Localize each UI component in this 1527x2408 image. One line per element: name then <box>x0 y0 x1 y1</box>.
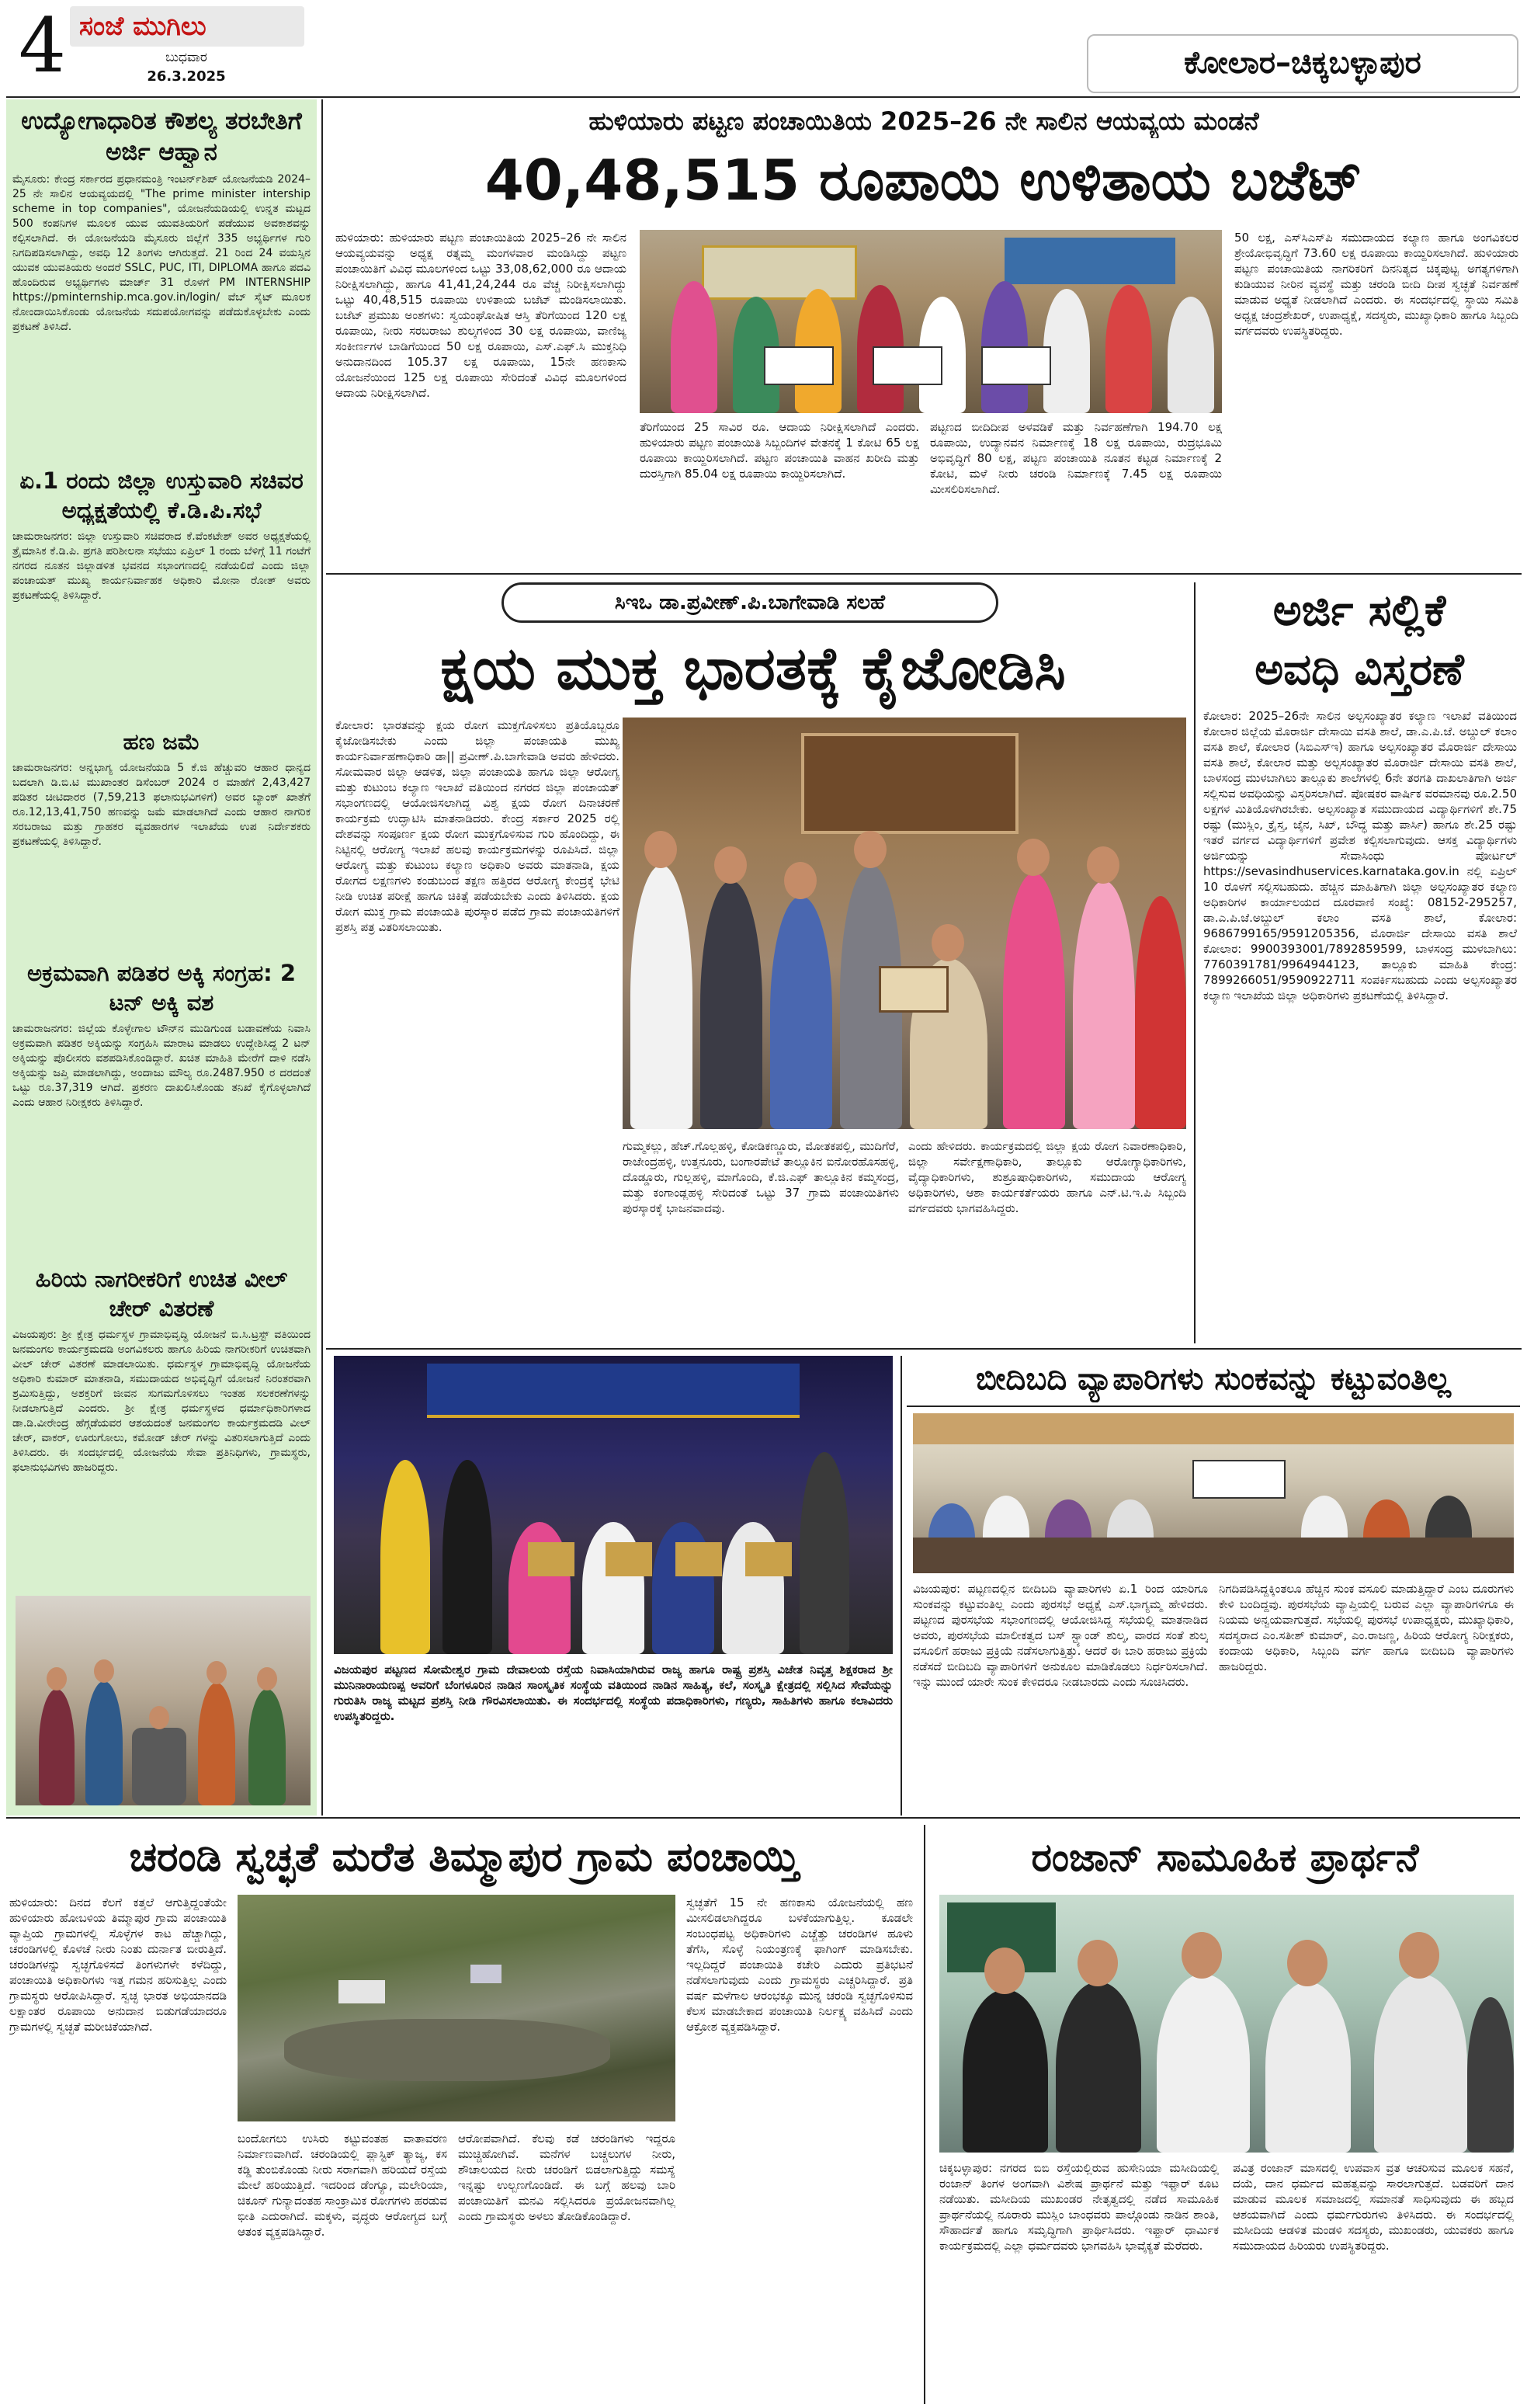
paper-logo <box>70 6 304 47</box>
issue-date: 26.3.2025 <box>147 68 226 85</box>
masthead-rule <box>6 96 1520 98</box>
awards-caption: ವಿಜಯಪುರ ಪಟ್ಟಣದ ಸೋಮೇಶ್ವರ ಗ್ರಾಮ ದೇವಾಲಯ ರಸ್ತೆಯ ನಿವಾಸಿಯಾಗಿರುವ ರಾಜ್ಯ ಹಾಗೂ ರಾಷ್ಟ್ರ ಪ್ರಶಸ್ತಿ ವಿಜೇತ ನಿವೃತ್ತ ಶಿಕ್ಷಕರಾದ ಶ್ರೀ ಮುನಿನಾರಾಯಣಪ್ಪ ಅವರಿಗೆ ಬೆಂಗಳೂರಿನ ನಾಡಿನ ಸಾಂಸ್ಕೃತಿಕ ಸಂಸ್ಥೆಯ ವತಿಯಿಂದ ನಾಡಿನ ಸಾಹಿತ್ಯ, ಕಲೆ, ಸಂಸ್ಕೃತಿ ಕ್ಷೇತ್ರದಲ್ಲಿ ಸಲ್ಲಿಸಿದ ಸೇವೆಯನ್ನು ಗುರುತಿಸಿ ರಾಜ್ಯ ಮಟ್ಟದ ಪ್ರಶಸ್ತಿ ನೀಡಿ ಗೌರವಿಸಲಾಯಿತು. ಈ ಸಂದರ್ಭದಲ್ಲಿ ಸಂಸ್ಥೆಯ ಪದಾಧಿಕಾರಿಗಳು, ಗಣ್ಯರು, ಸಾಹಿತಿಗಳು ಹಾಗೂ ಕಲಾವಿದರು ಉಪಸ್ಥಿತರಿದ್ದರು. <box>334 1663 893 1723</box>
tb-side-rule <box>1194 582 1196 1343</box>
awards-rule <box>901 1356 902 1816</box>
tb-body-mid2: ಎಂದು ಹೇಳಿದರು. ಕಾರ್ಯಕ್ರಮದಲ್ಲಿ ಜಿಲ್ಲಾ ಕ್ಷಯ ರೋಗ ನಿವಾರಣಾಧಿಕಾರಿ, ಜಿಲ್ಲಾ ಸರ್ವೇಕ್ಷಣಾಧಿಕಾರಿ, ತಾಲ್ಲೂಕು ಆರೋಗ್ಯಾಧಿಕಾರಿಗಳು, ವೈದ್ಯಾಧಿಕಾರಿಗಳು, ಶುಶ್ರೂಷಾಧಿಕಾರಿಗಳು, ಸಮುದಾಯ ಆರೋಗ್ಯ ಅಧಿಕಾರಿಗಳು, ಆಶಾ ಕಾರ್ಯಕರ್ತೆಯರು ಹಾಗೂ ಎನ್.ಟಿ.ಇ.ಪಿ ಸಿಬ್ಬಂದಿ ವರ್ಗದವರು ಭಾಗವಹಿಸಿದ್ದರು. <box>908 1139 1186 1215</box>
region-banner <box>1087 34 1518 93</box>
ramzan-body-left: ಚಿಕ್ಕಬಳ್ಳಾಪುರ: ನಗರದ ಬಿಬಿ ರಸ್ತೆಯಲ್ಲಿರುವ ಹುಸೇನಿಯಾ ಮಸೀದಿಯಲ್ಲಿ ರಂಜಾನ್ ತಿಂಗಳ ಅಂಗವಾಗಿ ವಿಶೇಷ ಪ್ರಾರ್ಥನೆ ಮತ್ತು ಇಫ್ತಾರ್ ಕೂಟ ನಡೆಯಿತು. ಮಸೀದಿಯ ಮುಖಂಡರ ನೇತೃತ್ವದಲ್ಲಿ ನಡೆದ ಸಾಮೂಹಿಕ ಪ್ರಾರ್ಥನೆಯಲ್ಲಿ ನೂರಾರು ಮುಸ್ಲಿಂ ಬಾಂಧವರು ಪಾಲ್ಗೊಂಡು ನಾಡಿನ ಶಾಂತಿ, ಸೌಹಾರ್ದತೆ ಹಾಗೂ ಸಮೃದ್ಧಿಗಾಗಿ ಪ್ರಾರ್ಥಿಸಿದರು. ಇಫ್ತಾರ್ ಧಾರ್ಮಿಕ ಕಾರ್ಯಕ್ರಮದಲ್ಲಿ ಎಲ್ಲಾ ಧರ್ಮದವರು ಭಾಗವಹಿಸಿ ಭಾವೈಕ್ಯತೆ ಮೆರೆದರು. <box>939 2161 1219 2253</box>
a4-title: ಅಕ್ರಮವಾಗಿ ಪಡಿತರ ಅಕ್ಕಿ ಸಂಗ್ರಹ: 2 ಟನ್ ಅಕ್ಕಿ ವಶ <box>26 960 297 1016</box>
vendors-body-right: ನಿಗದಿಪಡಿಸಿದ್ದಕ್ಕಿಂತಲೂ ಹೆಚ್ಚಿನ ಸುಂಕ ವಸೂಲಿ ಮಾಡುತ್ತಿದ್ದಾರೆ ಎಂಬ ದೂರುಗಳು ಕೇಳಿ ಬಂದಿದ್ದವು. ಪುರಸಭೆಯ ವ್ಯಾಪ್ತಿಯಲ್ಲಿ ಬರುವ ಎಲ್ಲಾ ವ್ಯಾಪಾರಿಗಳಿಗೂ ಈ ನಿಯಮ ಅನ್ವಯವಾಗುತ್ತದೆ. ಸಭೆಯಲ್ಲಿ ಪುರಸಭೆ ಉಪಾಧ್ಯಕ್ಷರು, ಮುಖ್ಯಾಧಿಕಾರಿ, ಸದಸ್ಯರಾದ ಎಂ.ಸತೀಶ್ ಕುಮಾರ್, ಎಂ.ರಾಜಣ್ಣ, ಹಿರಿಯ ಆರೋಗ್ಯ ನಿರೀಕ್ಷಕರು, ಕಂದಾಯ ಅಧಿಕಾರಿ, ಸಿಬ್ಬಂದಿ ವರ್ಗ ಹಾಗೂ ಬೀದಿಬದಿ ವ್ಯಾಪಾರಿಗಳು ಹಾಜರಿದ್ದರು. <box>1219 1582 1514 1673</box>
budget-kicker: ಹುಳಿಯಾರು ಪಟ್ಟಣ ಪಂಚಾಯಿತಿಯ 2025–26 ನೇ ಸಾಲಿನ ಆಯವ್ಯಯ ಮಂಡನೆ <box>588 106 1259 136</box>
a2-body: ಚಾಮರಾಜನಗರ: ಜಿಲ್ಲಾ ಉಸ್ತುವಾರಿ ಸಚಿವರಾದ ಕೆ.ವೆಂಕಟೇಶ್ ಅವರ ಅಧ್ಯಕ್ಷತೆಯಲ್ಲಿ ತ್ರೈಮಾಸಿಕ ಕೆ.ಡಿ.ಪಿ. ಪ್ರಗತಿ ಪರಿಶೀಲನಾ ಸಭೆಯು ಏಪ್ರಿಲ್ 1 ರಂದು ಬೆಳಿಗ್ಗೆ 11 ಗಂಟೆಗೆ ನಗರದ ನೂತನ ಜಿಲ್ಲಾಡಳಿತ ಭವನದ ಸಭಾಂಗಣದಲ್ಲಿ ನಡೆಯಲಿದೆ ಎಂದು ಜಿಲ್ಲಾ ಪಂಚಾಯತ್ ಮುಖ್ಯ ಕಾರ್ಯನಿರ್ವಾಹಕ ಅಧಿಕಾರಿ ಮೋನಾ ರೋತ್ ಅವರು ಪ್ರಕಟಣೆಯಲ್ಲಿ ತಿಳಿಸಿದ್ದಾರೆ. <box>12 530 311 602</box>
budget-body-mid: ತೆರಿಗೆಯಿಂದ 25 ಸಾವಿರ ರೂ. ಆದಾಯ ನಿರೀಕ್ಷಿಸಲಾಗಿದೆ ಎಂದರು. ಹುಳಿಯಾರು ಪಟ್ಟಣ ಪಂಚಾಯಿತಿ ಸಿಬ್ಬಂದಿಗಳ ವೇತನಕ್ಕೆ 1 ಕೋಟಿ 65 ಲಕ್ಷ ರೂಪಾಯಿ ಕಾಯ್ದಿರಿಸಲಾಗಿದೆ. ಪಟ್ಟಣ ಪಂಚಾಯಿತಿ ವಾಹನ ಖರೀದಿ ಮತ್ತು ದುರಸ್ತಿಗಾಗಿ 85.04 ಲಕ್ಷ ರೂಪಾಯಿ ಕಾಯ್ದಿರಿಸಲಾಗಿದೆ. <box>640 420 919 481</box>
column-rule <box>321 99 323 1816</box>
ramzan-body-right: ಪವಿತ್ರ ರಂಜಾನ್ ಮಾಸದಲ್ಲಿ ಉಪವಾಸ ವ್ರತ ಆಚರಿಸುವ ಮೂಲಕ ಸಹನೆ, ದಯೆ, ದಾನ ಧರ್ಮದ ಮಹತ್ವವನ್ನು ಸಾರಲಾಗುತ್ತದೆ. ಬಡವರಿಗೆ ದಾನ ಮಾಡುವ ಮೂಲಕ ಸಮಾಜದಲ್ಲಿ ಸಮಾನತೆ ಸಾಧಿಸುವುದು ಈ ಹಬ್ಬದ ಆಶಯವಾಗಿದೆ ಎಂದು ಧರ್ಮಗುರುಗಳು ತಿಳಿಸಿದರು. ಈ ಸಂದರ್ಭದಲ್ಲಿ ಮಸೀದಿಯ ಆಡಳಿತ ಮಂಡಳಿ ಸದಸ್ಯರು, ಮುಖಂಡರು, ಯುವಕರು ಹಾಗೂ ಸಮುದಾಯದ ಹಿರಿಯರು ಉಪಸ್ಥಿತರಿದ್ದರು. <box>1233 2161 1514 2253</box>
sanitation-body-mid: ಬಂದೋಗಲು ಉಸಿರು ಕಟ್ಟುವಂತಹ ವಾತಾವರಣ ನಿರ್ಮಾಣವಾಗಿದೆ. ಚರಂಡಿಯಲ್ಲಿ ಪ್ಲಾಸ್ಟಿಕ್ ತ್ಯಾಜ್ಯ, ಕಸ ಕಡ್ಡಿ ತುಂಬಿಕೊಂಡು ನೀರು ಸರಾಗವಾಗಿ ಹರಿಯದೆ ರಸ್ತೆಯ ಮೇಲೆ ಹರಿಯುತ್ತಿದೆ. ಇದರಿಂದ ಡೆಂಗ್ಯೂ, ಮಲೇರಿಯಾ, ಚಿಕೂನ್ ಗುನ್ಯಾದಂತಹ ಸಾಂಕ್ರಾಮಿಕ ರೋಗಗಳು ಹರಡುವ ಭೀತಿ ಎದುರಾಗಿದೆ. ಮಕ್ಕಳು, ವೃದ್ಧರು ಆರೋಗ್ಯದ ಬಗ್ಗೆ ಆತಂಕ ವ್ಯಕ್ತಪಡಿಸಿದ್ದಾರೆ. <box>238 2132 447 2239</box>
budget-body-right: 50 ಲಕ್ಷ, ಎಸ್‌ಸಿಎಸ್‌ಪಿ ಸಮುದಾಯದ ಕಲ್ಯಾಣ ಹಾಗೂ ಅಂಗವಿಕಲರ ಶ್ರೇಯೋಭಿವೃದ್ಧಿಗೆ 73.60 ಲಕ್ಷ ರೂಪಾಯಿ ಕಾಯ್ದಿರಿಸಲಾಗಿದೆ. ಹುಳಿಯಾರು ಪಟ್ಟಣ ಪಂಚಾಯಿತಿಯ ನಾಗರಿಕರಿಗೆ ದಿನನಿತ್ಯದ ಚಿಕ್ಕಪುಟ್ಟ ಅಗತ್ಯಗಳಿಗಾಗಿ ಕುಡಿಯುವ ನೀರಿನ ವ್ಯವಸ್ಥೆ ಮತ್ತು ಚರಂಡಿ ಬೀದಿ ದೀಪ ಸ್ವಚ್ಛತೆ ನಿರ್ವಹಣೆ ಮಾಡುವ ಅಧ್ಯತೆ ನೀಡಲಾಗಿದೆ ಎಂದರು. ಈ ಸಂದರ್ಭದಲ್ಲಿ ಸ್ಥಾಯಿ ಸಮಿತಿ ಅಧ್ಯಕ್ಷ ಚಂದ್ರಶೇಖರ್, ಉಪಾಧ್ಯಕ್ಷೆ, ಸದಸ್ಯರು, ಮುಖ್ಯಾಧಿಕಾರಿ ಹಾಗೂ ಸಿಬ್ಬಂದಿ ವರ್ಗದವರು ಉಪಸ್ಥಿತರಿದ್ದರು. <box>1234 231 1518 338</box>
paper-name: ಸಂಜೆ ಮುಗಿಲು <box>79 11 206 42</box>
tb-body-mid1: ಗುಮ್ಮಕಲ್ಲು, ಹೆಚ್.ಗೊಲ್ಲಹಳ್ಳಿ, ಕೋಡಿಕಣ್ಣೂರು, ಮೋತಕಪಲ್ಲಿ, ಮುದಿಗೆರೆ, ರಾಜೇಂದ್ರಹಳ್ಳಿ, ಉತ್ತನೂರು, ಬಂಗಾರಪೇಟೆ ತಾಲ್ಲೂಕಿನ ಐನೋರಹೊಸಹಳ್ಳಿ, ದೊಡ್ಡೂರು, ಗುಲ್ಲಹಳ್ಳಿ, ಮಾಗೊಂದಿ, ಕೆ.ಜಿ.ಎಫ್ ತಾಲ್ಲೂಕಿನ ಕಮ್ಮಸಂದ್ರ, ಮತ್ತು ಕಂಗಾಂಡ್ಲಹಳ್ಳಿ ಸೇರಿದಂತೆ ಒಟ್ಟು 37 ಗ್ರಾಮ ಪಂಚಾಯಿತಿಗಳು ಪುರಸ್ಕಾರಕ್ಕೆ ಭಾಜನವಾದವು. <box>623 1139 899 1215</box>
issue-day: ಬುಧವಾರ <box>165 50 207 65</box>
a1-body: ಮೈಸೂರು: ಕೇಂದ್ರ ಸರ್ಕಾರದ ಪ್ರಧಾನಮಂತ್ರಿ ಇಂಟರ್ನ್‌ಶಿಪ್ ಯೋಜನೆಯಡಿ 2024–25 ನೇ ಸಾಲಿನ ಆಯವ್ಯಯದಲ್ಲಿ "The prime minister intership scheme in top companies", ಯೋಜನೆಯಡಿಯಲ್ಲಿ ಉನ್ನತ ಮಟ್ಟದ 500 ಕಂಪನಿಗಳ ಮೂಲಕ ಯುವ ಯುವತಿಯರಿಗೆ ಪಡೆಯುವ ಅವಕಾಶವನ್ನು ಕಲ್ಪಿಸಲಾಗಿದೆ. ಈ ಯೋಜನೆಯಡಿ ಮೈಸೂರು ಜಿಲ್ಲೆಗೆ 335 ಅಭ್ಯರ್ಥಿಗಳ ಗುರಿ ನಿಗದಿಪಡಿಸಲಾಗಿದ್ದು, ಅವಧಿ 12 ತಿಂಗಳು ಆಗಿರುತ್ತದೆ. 21 ರಿಂದ 24 ವಯಸ್ಸಿನ ಯುವಕ ಯುವತಿಯರು ಅಂದರೆ SSLC, PUC, ITI, DIPLOMA ಹಾಗೂ ಪದವಿ ಹೊಂದಿರುವ ಅಭ್ಯರ್ಥಿಗಳು ಮಾರ್ಚ್ 31 ರೊಳಗೆ PM INTERNSHIP https://pminternship.mca.gov.in/login/ ವೆಬ್ ಸೈಟ್ ಮೂಲಕ ನೋಂದಾಯಿಸಿಕೊಂಡು ಯೋಜನೆಯ ಸದುಪಯೋಗವನ್ನು ಪಡೆದುಕೊಳ್ಳಬೇಕು ಎಂದು ಪ್ರಕಟಣೆ ತಿಳಿಸಿದೆ. <box>12 173 311 333</box>
page-number: 4 <box>19 2 67 89</box>
vendors-photo <box>913 1413 1514 1573</box>
awards-photo <box>334 1356 893 1654</box>
a5-body: ವಿಜಯಪುರ: ಶ್ರೀ ಕ್ಷೇತ್ರ ಧರ್ಮಸ್ಥಳ ಗ್ರಾಮಾಭಿವೃದ್ಧಿ ಯೋಜನೆ ಬಿ.ಸಿ.ಟ್ರಸ್ಟ್ ವತಿಯಿಂದ ಜನಮಂಗಲ ಕಾರ್ಯಕ್ರಮದಡಿ ಅಂಗವಿಕಲರು ಹಾಗೂ ಹಿರಿಯ ನಾಗರೀಕರಿಗೆ ಉಚಿತವಾಗಿ ವೀಲ್ ಚೇರ್ ವಿತರಣೆ ಮಾಡಲಾಯಿತು. ಧರ್ಮಸ್ಥಳ ಗ್ರಾಮಾಭಿವೃದ್ಧಿ ಯೋಜನೆಯ ಅಧಿಕಾರಿ ಕುಮಾರ್ ಮಾತನಾಡಿ, ಸಮುದಾಯದ ಅಭಿವೃದ್ಧಿಗೆ ಯೋಜನೆ ನಿರಂತರವಾಗಿ ಶ್ರಮಿಸುತ್ತಿದ್ದು, ಅಶಕ್ತರಿಗೆ ಜೀವನ ಸುಗಮಗೊಳಿಸಲು ಇಂತಹ ಸಲಕರಣೆಗಳನ್ನು ನೀಡಲಾಗುತ್ತಿದೆ ಎಂದರು. ಶ್ರೀ ಕ್ಷೇತ್ರ ಧರ್ಮಸ್ಥಳದ ಧರ್ಮಾಧಿಕಾರಿಗಳಾದ ಡಾ.ಡಿ.ವೀರೇಂದ್ರ ಹೆಗ್ಗಡೆಯವರ ಆಶಯದಂತೆ ಜನಮಂಗಲ ಕಾರ್ಯಕ್ರಮದಡಿ ವೀಲ್ ಚೇರ್, ವಾಕರ್, ಊರುಗೋಲು, ಕಮೋಡ್ ಚೇರ್ ಗಳನ್ನು ವಿತರಿಸಲಾಗುತ್ತಿದೆ ಎಂದು ತಿಳಿಸಿದರು. ಈ ಸಂದರ್ಭದಲ್ಲಿ ಯೋಜನೆಯ ಸೇವಾ ಪ್ರತಿನಿಧಿಗಳು, ಗ್ರಾಮಸ್ಥರು, ಫಲಾನುಭವಿಗಳು ಹಾಜರಿದ್ದರು. <box>12 1329 311 1474</box>
a2-title: ಏ.1 ರಂದು ಜಿಲ್ಲಾ ಉಸ್ತುವಾರಿ ಸಚಿವರ ಅಧ್ಯಕ್ಷತೆಯಲ್ಲಿ ಕೆ.ಡಿ.ಪಿ.ಸಭೆ <box>19 467 304 523</box>
vendors-body-left: ವಿಜಯಪುರ: ಪಟ್ಟಣದಲ್ಲಿನ ಬೀದಿಬದಿ ವ್ಯಾಪಾರಿಗಳು ಏ.1 ರಿಂದ ಯಾರಿಗೂ ಸುಂಕವನ್ನು ಕಟ್ಟುವಂತಿಲ್ಲ ಎಂದು ಪುರಸಭೆ ಅಧ್ಯಕ್ಷೆ ಎಸ್.ಭಾಗ್ಯಮ್ಮ ಹೇಳಿದರು. ಪಟ್ಟಣದ ಪುರಸಭೆಯ ಸಭಾಂಗಣದಲ್ಲಿ ಆಯೋಜಿಸಿದ್ದ ಸಭೆಯಲ್ಲಿ ಮಾತನಾಡಿದ ಅವರು, ಪುರಸಭೆಯ ಮಾಲೀಕತ್ವದ ಬಸ್ ಸ್ಟ್ಯಾಂಡ್ ಶುಲ್ಕ, ವಾರದ ಸಂತೆ ಶುಲ್ಕ ವಸೂಲಿಗೆ ಹರಾಜು ಪ್ರಕ್ರಿಯೆ ನಡೆಸಲಾಗುತ್ತಿತ್ತು. ಆದರೆ ಈ ಬಾರಿ ಹರಾಜು ಪ್ರಕ್ರಿಯೆ ನಡೆಸದೆ ಬೀದಿಬದಿ ವ್ಯಾಪಾರಿಗಳಿಗೆ ಅನುಕೂಲ ಮಾಡಿಕೊಡಲು ನಿರ್ಧರಿಸಲಾಗಿದೆ. ಇನ್ನು ಮುಂದೆ ಯಾರೇ ಸುಂಕ ಕೇಳಿದರೂ ನೀಡಬಾರದು ಎಂದು ಸೂಚಿಸಿದರು. <box>913 1582 1208 1689</box>
a3-body: ಚಾಮರಾಜನಗರ: ಅನ್ನಭಾಗ್ಯ ಯೋಜನೆಯಡಿ 5 ಕೆ.ಜಿ ಹೆಚ್ಚುವರಿ ಆಹಾರ ಧಾನ್ಯದ ಬದಲಾಗಿ ಡಿ.ಬಿ.ಟಿ ಮುಖಾಂತರ ಡಿಸೆಂಬರ್ 2024 ರ ಮಾಹೆಗೆ 2,43,427 ಪಡಿತರ ಚೀಟಿದಾರರ (7,59,213 ಫಲಾನುಭವಿಗಳಿಗೆ) ಅವರ ಬ್ಯಾಂಕ್ ಖಾತೆಗೆ ರೂ.12,13,41,750 ಹಣವನ್ನು ಜಮೆ ಮಾಡಲಾಗಿದೆ ಎಂದು ಆಹಾರ ನಾಗರಿಕ ಸರಬರಾಜು ಮತ್ತು ಗ್ರಾಹಕರ ವ್ಯವಹಾರಗಳ ಇಲಾಖೆಯ ಉಪ ನಿರ್ದೇಶಕರು ಪ್ರಕಟಣೆಯಲ್ಲಿ ತಿಳಿಸಿದ್ದಾರೆ. <box>12 762 311 848</box>
tb-headline: ಕ್ಷಯ ಮುಕ್ತ ಭಾರತಕ್ಕೆ ಕೈಜೋಡಿಸಿ <box>440 634 1066 703</box>
masthead <box>0 0 1527 98</box>
budget-body-mid2: ಪಟ್ಟಣದ ಬೀದಿದೀಪ ಅಳವಡಿಕೆ ಮತ್ತು ನಿರ್ವಹಣೆಗಾಗಿ 194.70 ಲಕ್ಷ ರೂಪಾಯಿ, ಉದ್ಯಾನವನ ನಿರ್ಮಾಣಕ್ಕೆ 18 ಲಕ್ಷ ರೂಪಾಯಿ, ರುದ್ರಭೂಮಿ ಅಭಿವೃದ್ಧಿಗೆ 80 ಲಕ್ಷ, ಪಟ್ಟಣ ಪಂಚಾಯಿತಿ ನೂತನ ಕಟ್ಟಡ ನಿರ್ಮಾಣಕ್ಕೆ 2 ಕೋಟಿ, ಮಳೆ ನೀರು ಚರಂಡಿ ನಿರ್ಮಾಣಕ್ಕೆ 7.45 ಲಕ್ಷ ರೂಪಾಯಿ ಮೀಸಲಿರಿಸಲಾಗಿದೆ. <box>930 420 1222 496</box>
budget-headline: 40,48,515 ರೂಪಾಯಿ ಉಳಿತಾಯ ಬಜೆಟ್ <box>484 148 1363 213</box>
middle-bottom-rule <box>6 1817 1520 1819</box>
ramzan-photo <box>939 1895 1514 2153</box>
deadline-headline-1: ಅರ್ಜಿ ಸಲ್ಲಿಕೆ <box>1272 585 1446 636</box>
tb-kicker: ಸಿಇಒ ಡಾ.ಪ್ರವೀಣ್.ಪಿ.ಬಾಗೇವಾಡಿ ಸಲಹೆ <box>614 591 886 614</box>
left-column <box>6 99 317 1816</box>
bottom-divider <box>924 1825 925 2404</box>
a5-title: ಹಿರಿಯ ನಾಗರೀಕರಿಗೆ ಉಚಿತ ವೀಲ್ ಚೇರ್ ವಿತರಣೆ <box>35 1266 288 1322</box>
ramzan-headline: ರಂಜಾನ್ ಸಾಮೂಹಿಕ ಪ್ರಾರ್ಥನೆ <box>1031 1835 1419 1880</box>
wheelchair-photo <box>16 1596 311 1805</box>
budget-photo <box>640 230 1222 413</box>
sanitation-photo <box>238 1895 675 2121</box>
deadline-headline-2: ಅವಧಿ ವಿಸ್ತರಣೆ <box>1255 645 1464 695</box>
vendors-rule <box>907 1406 1520 1407</box>
vendors-headline: ಬೀದಿಬದಿ ವ್ಯಾಪಾರಿಗಳು ಸುಂಕವನ್ನು ಕಟ್ಟುವಂತಿಲ್ಲ <box>976 1361 1451 1397</box>
a4-body: ಚಾಮರಾಜನಗರ: ಜಿಲ್ಲೆಯ ಕೊಳ್ಳೇಗಾಲ ಟೌನ್‌ನ ಮುಡಿಗುಂಡ ಬಡಾವಣೆಯ ನಿವಾಸಿ ಅಕ್ರಮವಾಗಿ ಪಡಿತರ ಅಕ್ಕಿಯನ್ನು ಸಂಗ್ರಹಿಸಿ ಮಾರಾಟ ಮಾಡಲು ಉದ್ದೇಶಿಸಿದ್ದ 2 ಟನ್ ಅಕ್ಕಿಯನ್ನು ಪೊಲೀಸರು ವಶಪಡಿಸಿಕೊಂಡಿದ್ದಾರೆ. ಖಚಿತ ಮಾಹಿತಿ ಮೇರೆಗೆ ದಾಳಿ ನಡೆಸಿ ಅಕ್ಕಿಯನ್ನು ಜಪ್ತಿ ಮಾಡಲಾಗಿದ್ದು, ಅಂದಾಜು ಮೌಲ್ಯ ರೂ.2487.950 ರ ದರದಂತೆ ಒಟ್ಟು ರೂ.37,319 ಆಗಿದೆ. ಪ್ರಕರಣ ದಾಖಲಿಸಿಕೊಂಡು ತನಿಖೆ ಕೈಗೊಳ್ಳಲಾಗಿದೆ ಎಂದು ಆಹಾರ ನಿರೀಕ್ಷಕರು ತಿಳಿಸಿದ್ದಾರೆ. <box>12 1023 311 1109</box>
region-label: ಕೋಲಾರ–ಚಿಕ್ಕಬಳ್ಳಾಪುರ <box>1184 45 1421 81</box>
sanitation-body-right: ಸ್ವಚ್ಛತೆಗೆ 15 ನೇ ಹಣಕಾಸು ಯೋಜನೆಯಲ್ಲಿ ಹಣ ಮೀಸಲಿಡಲಾಗಿದ್ದರೂ ಬಳಕೆಯಾಗುತ್ತಿಲ್ಲ. ಕೂಡಲೇ ಸಂಬಂಧಪಟ್ಟ ಅಧಿಕಾರಿಗಳು ಎಚ್ಚೆತ್ತು ಚರಂಡಿಗಳ ಹೂಳು ತೆಗೆಸಿ, ಸೊಳ್ಳೆ ನಿಯಂತ್ರಣಕ್ಕೆ ಫಾಗಿಂಗ್ ಮಾಡಿಸಬೇಕು. ಇಲ್ಲದಿದ್ದರೆ ಪಂಚಾಯಿತಿ ಕಚೇರಿ ಎದುರು ಪ್ರತಿಭಟನೆ ನಡೆಸಲಾಗುವುದು ಎಂದು ಗ್ರಾಮಸ್ಥರು ಎಚ್ಚರಿಸಿದ್ದಾರೆ. ಪ್ರತಿ ವರ್ಷ ಮಳೆಗಾಲ ಆರಂಭಕ್ಕೂ ಮುನ್ನ ಚರಂಡಿ ಸ್ವಚ್ಛಗೊಳಿಸುವ ಕೆಲಸ ಮಾಡಬೇಕಾದ ಪಂಚಾಯಿತಿ ನಿರ್ಲಕ್ಷ್ಯ ವಹಿಸಿದೆ ಎಂದು ಆಕ್ರೋಶ ವ್ಯಕ್ತಪಡಿಸಿದ್ದಾರೆ. <box>686 1895 913 2034</box>
tb-body-left: ಕೋಲಾರ: ಭಾರತವನ್ನು ಕ್ಷಯ ರೋಗ ಮುಕ್ತಗೊಳಿಸಲು ಪ್ರತಿಯೊಬ್ಬರೂ ಕೈಜೋಡಿಸಬೇಕು ಎಂದು ಜಿಲ್ಲಾ ಪಂಚಾಯತಿ ಮುಖ್ಯ ಕಾರ್ಯನಿರ್ವಾಹಣಾಧಿಕಾರಿ ಡಾ|| ಪ್ರವೀಣ್.ಪಿ.ಬಾಗೇವಾಡಿ ಅವರು ಹೇಳಿದರು. ಸೋಮವಾರ ಜಿಲ್ಲಾ ಆಡಳಿತ, ಜಿಲ್ಲಾ ಪಂಚಾಯತಿ ಹಾಗೂ ಜಿಲ್ಲಾ ಆರೋಗ್ಯ ಮತ್ತು ಕುಟುಂಬ ಕಲ್ಯಾಣ ಇಲಾಖೆ ವತಿಯಿಂದ ನಗರದ ಜಿಲ್ಲಾ ಪಂಚಾಯತ್ ಸಭಾಂಗಣದಲ್ಲಿ ಆಯೋಜಿಸಲಾಗಿದ್ದ ವಿಶ್ವ ಕ್ಷಯ ರೋಗ ದಿನಾಚರಣೆ ಕಾರ್ಯಕ್ರಮ ಉದ್ಘಾಟಿಸಿ ಮಾತನಾಡಿದರು. ಕೇಂದ್ರ ಸರ್ಕಾರ 2025 ರಲ್ಲಿ ದೇಶವನ್ನು ಸಂಪೂರ್ಣ ಕ್ಷಯ ರೋಗ ಮುಕ್ತಗೊಳಿಸುವ ಗುರಿ ಹೊಂದಿದ್ದು, ಈ ನಿಟ್ಟಿನಲ್ಲಿ ಆರೋಗ್ಯ ಇಲಾಖೆ ಹಲವು ಕಾರ್ಯಕ್ರಮಗಳನ್ನು ರೂಪಿಸಿದೆ. ಜಿಲ್ಲಾ ಆರೋಗ್ಯ ಮತ್ತು ಕುಟುಂಬ ಕಲ್ಯಾಣ ಅಧಿಕಾರಿ ಅವರು ಮಾತನಾಡಿ, ಕ್ಷಯ ರೋಗದ ಲಕ್ಷಣಗಳು ಕಂಡುಬಂದ ತಕ್ಷಣ ಹತ್ತಿರದ ಆರೋಗ್ಯ ಕೇಂದ್ರಕ್ಕೆ ಭೇಟಿ ನೀಡಿ ಉಚಿತ ಪರೀಕ್ಷೆ ಹಾಗೂ ಚಿಕಿತ್ಸೆ ಪಡೆಯಬೇಕು ಎಂದು ತಿಳಿಸಿದರು. ಕ್ಷಯ ರೋಗ ಮುಕ್ತ ಗ್ರಾಮ ಪಂಚಾಯತಿ ಪುರಸ್ಕಾರ ಪಡೆದ ಗ್ರಾಮ ಪಂಚಾಯತಿಗಳಿಗೆ ಪ್ರಶಸ್ತಿ ಪತ್ರ ವಿತರಿಸಲಾಯಿತು. <box>335 718 619 934</box>
deadline-body: ಕೋಲಾರ: 2025–26ನೇ ಸಾಲಿನ ಅಲ್ಪಸಂಖ್ಯಾತರ ಕಲ್ಯಾಣ ಇಲಾಖೆ ವತಿಯಿಂದ ಕೋಲಾರ ಜಿಲ್ಲೆಯ ಮೊರಾರ್ಜಿ ದೇಸಾಯಿ ವಸತಿ ಶಾಲೆ, ಡಾ.ಎ.ಪಿ.ಜೆ. ಅಬ್ದುಲ್ ಕಲಾಂ ವಸತಿ ಶಾಲೆ, ಕೋಲಾರ (ಸಿಬಿಎಸ್‌ಇ) ಹಾಗೂ ಅಲ್ಪಸಂಖ್ಯಾತರ ಮೊರಾರ್ಜಿ ದೇಸಾಯಿ ವಸತಿ ಶಾಲೆ, ಕೋಲಾರ ಮತ್ತು ಅಲ್ಪಸಂಖ್ಯಾತರ ಮೊರಾರ್ಜಿ ದೇಸಾಯಿ ವಸತಿ ಶಾಲೆ, ಬಾಳಸಂದ್ರ ಮುಳಬಾಗಿಲು ತಾಲ್ಲೂಕು ಶಾಲೆಗಳಲ್ಲಿ 6ನೇ ತರಗತಿ ದಾಖಲಾತಿಗಾಗಿ ಅರ್ಜಿ ಸಲ್ಲಿಸುವ ಅವಧಿಯನ್ನು ವಿಸ್ತರಿಸಲಾಗಿದೆ. ಪೋಷಕರ ವಾರ್ಷಿಕ ವರಮಾನವು ರೂ.2.50 ಲಕ್ಷಗಳ ಮಿತಿಯೊಳಗಿರಬೇಕು. ಅಲ್ಪಸಂಖ್ಯಾತ ಸಮುದಾಯದ ವಿದ್ಯಾರ್ಥಿಗಳಿಗೆ ಶೇ.75 ರಷ್ಟು (ಮುಸ್ಲಿಂ, ಕ್ರೈಸ್ತ, ಜೈನ, ಸಿಖ್, ಬೌದ್ಧ ಮತ್ತು ಪಾರ್ಸಿ) ಹಾಗೂ ಶೇ.25 ರಷ್ಟು ಇತರೆ ವರ್ಗದ ವಿದ್ಯಾರ್ಥಿಗಳಿಗೆ ಪ್ರವೇಶ ಕಲ್ಪಿಸಲಾಗುವುದು. ಆಸಕ್ತ ವಿದ್ಯಾರ್ಥಿಗಳು ಅರ್ಜಿಯನ್ನು ಸೇವಾಸಿಂಧು ಪೋರ್ಟಲ್ https://sevasindhuservices.karnataka.gov.in ನಲ್ಲಿ ಏಪ್ರಿಲ್ 10 ರೊಳಗೆ ಸಲ್ಲಿಸಬಹುದು. ಹೆಚ್ಚಿನ ಮಾಹಿತಿಗಾಗಿ ಜಿಲ್ಲಾ ಅಲ್ಪಸಂಖ್ಯಾತರ ಕಲ್ಯಾಣ ಅಧಿಕಾರಿಗಳ ಕಾರ್ಯಾಲಯದ ದೂರವಾಣಿ ಸಂಖ್ಯೆ: 08152-295257, ಡಾ.ಎ.ಪಿ.ಜೆ.ಅಬ್ದುಲ್ ಕಲಾಂ ವಸತಿ ಶಾಲೆ, ಕೋಲಾರ: 9686799165/9591205356, ಮೊರಾರ್ಜಿ ದೇಸಾಯಿ ವಸತಿ ಶಾಲೆ ಕೋಲಾರ: 9900393001/7892859599, ಬಾಳಸಂದ್ರ ಮುಳಬಾಗಿಲು: 7760391781/9964944123, ತಾಲ್ಲೂಕು ಮಾಹಿತಿ ಕೇಂದ್ರ: 7899266051/9590922711 ಸಂಪರ್ಕಿಸಬಹುದು ಎಂದು ಅಲ್ಪಸಂಖ್ಯಾತರ ಕಲ್ಯಾಣ ಇಲಾಖೆಯ ಜಿಲ್ಲಾ ಅಧಿಕಾರಿಗಳು ಪ್ರಕಟಣೆಯಲ್ಲಿ ತಿಳಿಸಿದ್ದಾರೆ. <box>1203 709 1517 1002</box>
a1-title: ಉದ್ಯೋಗಾಧಾರಿತ ಕೌಶಲ್ಯ ತರಬೇತಿಗೆ ಅರ್ಜಿ ಆಹ್ವಾನ <box>21 107 302 166</box>
budget-body-left: ಹುಳಿಯಾರು: ಹುಳಿಯಾರು ಪಟ್ಟಣ ಪಂಚಾಯಿತಿಯ 2025–26 ನೇ ಸಾಲಿನ ಆಯವ್ಯಯವನ್ನು ಅಧ್ಯಕ್ಷ ರತ್ನಮ್ಮ ಮಂಗಳವಾರ ಮಂಡಿಸಿದ್ದು ಪಟ್ಟಣ ಪಂಚಾಯಿತಿಗೆ ವಿವಿಧ ಮೂಲಗಳಿಂದ ಒಟ್ಟು 33,08,62,000 ರೂ ಆದಾಯ ನಿರೀಕ್ಷಿಸಲಾಗಿದ್ದು, ಹಾಗೂ 41,41,24,244 ರೂ ವೆಚ್ಚ ನಿರೀಕ್ಷಿಸಲಾಗಿದ್ದು ಒಟ್ಟು 40,48,515 ರೂಪಾಯಿ ಉಳಿತಾಯ ಬಜೆಟ್ ಮಂಡಿಸಲಾಯಿತು. ಬಜೆಟ್ ಪ್ರಮುಖ ಅಂಶಗಳು: ಸ್ವಯಂಘೋಷಿತ ಆಸ್ತಿ ತೆರಿಗೆಯಿಂದ 120 ಲಕ್ಷ ರೂಪಾಯಿ, ನೀರು ಸರಬರಾಜು ಶುಲ್ಕಗಳಿಂದ 30 ಲಕ್ಷ ರೂಪಾಯಿ, ವಾಣಿಜ್ಯ ಸಂಕೀರ್ಣಗಳ ಬಾಡಿಗೆಯಿಂದ 50 ಲಕ್ಷ ರೂಪಾಯಿ, ಎಸ್.ಎಫ್.ಸಿ ಮುಕ್ತನಿಧಿ ಅನುದಾನದಿಂದ 105.37 ಲಕ್ಷ ರೂಪಾಯಿ, 15ನೇ ಹಣಕಾಸು ಯೋಜನೆಯಿಂದ 125 ಲಕ್ಷ ರೂಪಾಯಿ ಸೇರಿದಂತೆ ವಿವಿಧ ಮೂಲಗಳಿಂದ ಆದಾಯ ನಿರೀಕ್ಷಿಸಲಾಗಿದೆ. <box>335 231 626 400</box>
tb-kicker-box <box>501 582 998 623</box>
a3-title: ಹಣ ಜಮೆ <box>123 728 200 755</box>
sanitation-body-mid2: ಆರೋಪವಾಗಿದೆ. ಕೆಲವು ಕಡೆ ಚರಂಡಿಗಳು ಇದ್ದರೂ ಮುಚ್ಚಿಹೋಗಿವೆ. ಮನೆಗಳ ಬಚ್ಚಲುಗಳ ನೀರು, ಶೌಚಾಲಯದ ನೀರು ಚರಂಡಿಗೆ ಬಿಡಲಾಗುತ್ತಿದ್ದು ಸಮಸ್ಯೆ ಇನ್ನಷ್ಟು ಉಲ್ಬಣಗೊಂಡಿದೆ. ಈ ಬಗ್ಗೆ ಹಲವು ಬಾರಿ ಪಂಚಾಯಿತಿಗೆ ಮನವಿ ಸಲ್ಲಿಸಿದರೂ ಪ್ರಯೋಜನವಾಗಿಲ್ಲ ಎಂದು ಗ್ರಾಮಸ್ಥರು ಅಳಲು ತೋಡಿಕೊಂಡಿದ್ದಾರೆ. <box>458 2132 675 2223</box>
tb-photo <box>623 718 1186 1129</box>
sanitation-body-left: ಹುಳಿಯಾರು: ದಿನದ ಕೆಲಗೆ ಕತ್ತಲೆ ಆಗುತ್ತಿದ್ದಂತೆಯೇ ಹುಳಿಯಾರು ಹೋಬಳಿಯ ತಿಮ್ಮಾಪುರ ಗ್ರಾಮ ಪಂಚಾಯಿತಿ ವ್ಯಾಪ್ತಿಯ ಗ್ರಾಮಗಳಲ್ಲಿ ಸೊಳ್ಳೆಗಳ ಕಾಟ ಹೆಚ್ಚಾಗಿದ್ದು, ಚರಂಡಿಗಳಲ್ಲಿ ಕೊಳಚೆ ನೀರು ನಿಂತು ದುರ್ನಾತ ಬೀರುತ್ತಿದೆ. ಚರಂಡಿಗಳನ್ನು ಸ್ವಚ್ಛಗೊಳಿಸದೆ ತಿಂಗಳುಗಳೇ ಕಳೆದಿದ್ದು, ಪಂಚಾಯಿತಿ ಅಧಿಕಾರಿಗಳು ಇತ್ತ ಗಮನ ಹರಿಸುತ್ತಿಲ್ಲ ಎಂದು ಗ್ರಾಮಸ್ಥರು ಆರೋಪಿಸಿದ್ದಾರೆ. ಸ್ವಚ್ಛ ಭಾರತ ಅಭಿಯಾನದಡಿ ಲಕ್ಷಾಂತರ ರೂಪಾಯಿ ಅನುದಾನ ಬಿಡುಗಡೆಯಾದರೂ ಗ್ರಾಮಗಳಲ್ಲಿ ಸ್ವಚ್ಛತೆ ಮರೀಚಿಕೆಯಾಗಿದೆ. <box>9 1895 227 2034</box>
budget-rule <box>326 573 1522 575</box>
tb-bottom-rule <box>326 1348 1522 1350</box>
sanitation-headline: ಚರಂಡಿ ಸ್ವಚ್ಛತೆ ಮರೆತ ತಿಮ್ಮಾಪುರ ಗ್ರಾಮ ಪಂಚಾಯ್ತಿ <box>129 1834 800 1881</box>
